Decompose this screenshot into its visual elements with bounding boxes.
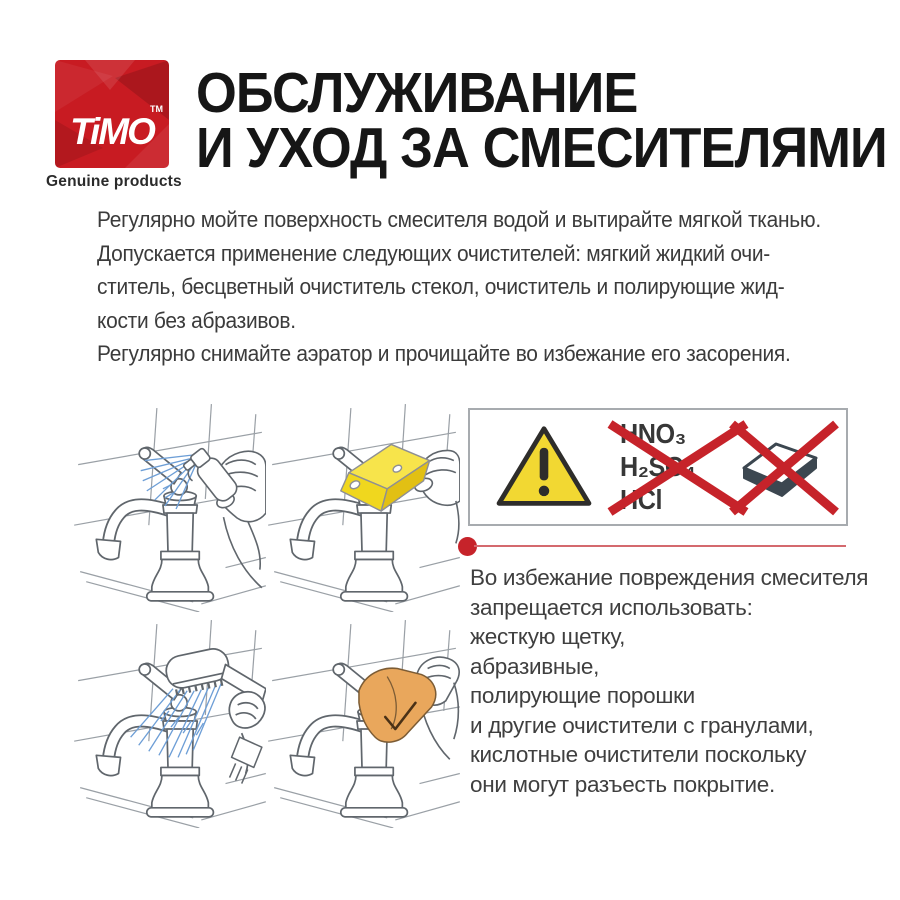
intro-paragraph xyxy=(97,203,821,371)
chemical-formula: H₂SO₄ xyxy=(620,451,696,482)
prohibition-text xyxy=(470,563,868,799)
intro-line: ститель, бесцветный очиститель стекол, очиститель и полирующие жид- xyxy=(97,274,785,299)
logo-wordmark: TiMO xyxy=(70,111,154,152)
page-title xyxy=(196,61,887,180)
faucet-cloth-illustration xyxy=(268,614,460,828)
faucet-shower-head-illustration xyxy=(74,614,266,828)
intro-line: Регулярно снимайте аэратор и прочищайте во избежание его засорения. xyxy=(97,341,791,366)
prohibition-line: кислотные очистители поскольку xyxy=(470,742,807,767)
prohibition-line: они могут разъесть покрытие. xyxy=(470,771,775,797)
intro-line: Регулярно мойте поверхность смесителя водой и вытирайте мягкой тканью. xyxy=(97,207,821,232)
orange-cloth-icon xyxy=(359,668,436,742)
intro-line: Допускается применение следующих очистителей: мягкий жидкий очи- xyxy=(97,240,770,266)
faucet-spray-bottle-illustration xyxy=(74,398,266,612)
brand-tagline: Genuine products xyxy=(46,173,182,190)
chemical-formula: HNO₃ xyxy=(620,418,686,449)
prohibition-line: полирующие порошки xyxy=(470,683,695,708)
bidet-sprayer-icon xyxy=(230,737,262,783)
prohibition-line: жесткую щетку, xyxy=(470,624,626,649)
prohibition-line: Во избежание повреждения смесителя xyxy=(470,565,869,590)
chemical-formula: HCl xyxy=(620,484,663,515)
warning-panel xyxy=(468,408,848,526)
intro-line: кости без абразивов. xyxy=(97,307,296,333)
warning-triangle-icon xyxy=(492,423,596,511)
title-line-1: ОБСЛУЖИВАНИЕ xyxy=(196,61,638,125)
divider-line xyxy=(474,545,846,547)
faucet-sponge-illustration xyxy=(268,398,460,612)
title-line-2: И УХОД ЗА СМЕСИТЕЛЯМИ xyxy=(196,116,887,180)
prohibition-line: абразивные, xyxy=(470,653,600,679)
brand-logo xyxy=(55,60,169,168)
logo-trademark: TM xyxy=(150,104,163,114)
prohibition-line: и другие очистители с гранулами, xyxy=(470,712,814,738)
prohibition-line: запрещается использовать: xyxy=(470,594,753,620)
red-cross-icon xyxy=(722,418,846,518)
